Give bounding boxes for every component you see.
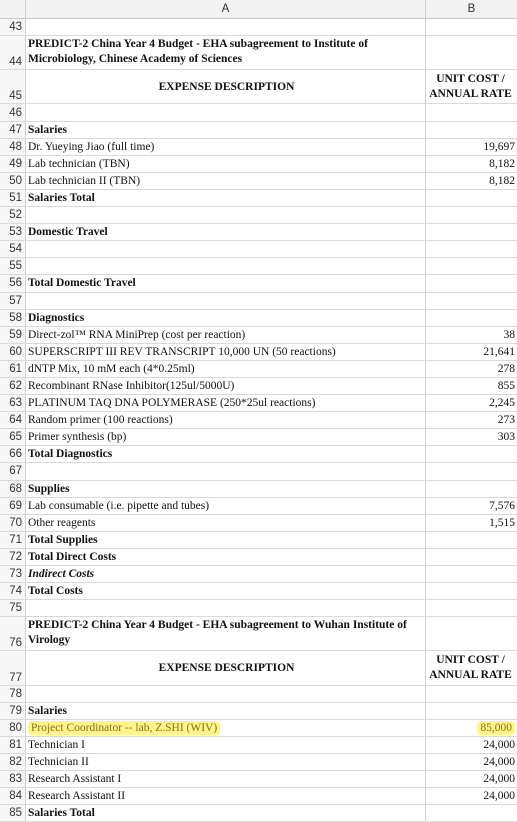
sheet-row [0, 207, 517, 224]
row-number[interactable]: 46 [0, 104, 26, 120]
sheet-row [0, 173, 517, 190]
sheet-row [0, 446, 517, 463]
cell-b[interactable] [426, 36, 517, 69]
row-number[interactable]: 45 [0, 70, 26, 103]
sheet-row [0, 139, 517, 156]
cell-a[interactable]: Technician I [26, 737, 426, 753]
sheet-row [0, 224, 517, 241]
cell-a[interactable]: Lab consumable (i.e. pipette and tubes) [26, 498, 426, 514]
cell-a[interactable]: Indirect Costs [26, 566, 426, 582]
sheet-row [0, 241, 517, 258]
cell-b[interactable] [426, 207, 517, 223]
sheet-row [0, 686, 517, 703]
row-number[interactable]: 52 [0, 207, 26, 223]
cell-a[interactable] [26, 241, 426, 257]
row-number[interactable]: 84 [0, 788, 26, 804]
cell-b[interactable] [426, 463, 517, 479]
cell-a[interactable]: PREDICT-2 China Year 4 Budget - EHA subagreement to Institute of Microbiology, Chinese Academy of Sciences [26, 36, 426, 69]
cell-b[interactable] [426, 583, 517, 599]
row-number[interactable]: 58 [0, 310, 26, 326]
cell-b[interactable]: UNIT COST / ANNUAL RATE [429, 72, 512, 100]
cell-b[interactable] [426, 532, 517, 548]
column-header-row [0, 0, 517, 19]
cell-b[interactable]: 24,000 [483, 738, 515, 751]
highlighter-mark: Project Coordinator -- lab, Z.SHI (WIV) [28, 721, 220, 735]
row-number[interactable]: 85 [0, 805, 26, 821]
cell-b[interactable] [426, 19, 517, 35]
row-number[interactable]: 78 [0, 686, 26, 702]
sheet-row [0, 327, 517, 344]
cell-a[interactable]: Lab technician II (TBN) [26, 173, 426, 189]
cell-b[interactable]: 19,697 [483, 140, 515, 153]
row-number[interactable]: 43 [0, 19, 26, 35]
cell-b[interactable]: 8,182 [489, 174, 515, 187]
cell-a[interactable] [26, 104, 426, 120]
sheet-row [0, 651, 517, 685]
sheet-row [0, 788, 517, 805]
row-number[interactable]: 57 [0, 293, 26, 309]
cell-a[interactable]: Salaries Total [26, 190, 426, 206]
sheet-row [0, 498, 517, 515]
sheet-row [0, 104, 517, 121]
row-number[interactable]: 77 [0, 651, 26, 684]
cell-b[interactable]: 24,000 [483, 756, 515, 769]
cell-b[interactable]: 278 [497, 362, 515, 375]
row-number[interactable]: 49 [0, 156, 26, 172]
cell-b[interactable] [426, 703, 517, 719]
cell-b[interactable]: 24,000 [483, 790, 515, 803]
cell-b[interactable]: 8,182 [489, 157, 515, 170]
cell-a[interactable]: Salaries [26, 122, 426, 138]
cell-a[interactable]: Total Supplies [26, 532, 426, 548]
sheet-row [0, 737, 517, 754]
sheet-row [0, 258, 517, 275]
cell-a[interactable]: EXPENSE DESCRIPTION [26, 651, 426, 684]
cell-b[interactable]: 303 [497, 431, 515, 444]
row-number[interactable]: 66 [0, 446, 26, 462]
cell-b[interactable] [426, 720, 517, 736]
cell-b[interactable]: 273 [497, 414, 515, 427]
cell-a[interactable]: Primer synthesis (bp) [26, 429, 426, 445]
sheet-row [0, 549, 517, 566]
row-number[interactable]: 63 [0, 395, 26, 411]
cell-b[interactable]: UNIT COST / ANNUAL RATE [429, 654, 512, 682]
highlighter-mark: 85,000 [477, 721, 515, 735]
row-number[interactable]: 59 [0, 327, 26, 343]
row-number[interactable]: 65 [0, 429, 26, 445]
cell-b[interactable] [426, 224, 517, 240]
row-number[interactable]: 51 [0, 190, 26, 206]
cell-b[interactable] [426, 241, 517, 257]
row-number[interactable]: 62 [0, 378, 26, 394]
row-number[interactable]: 53 [0, 224, 26, 240]
cell-b[interactable]: 24,000 [483, 773, 515, 786]
cell-b[interactable]: 7,576 [489, 499, 515, 512]
sheet-row-highlighted [0, 720, 517, 737]
sheet-row [0, 412, 517, 429]
cell-a[interactable]: Salaries [26, 703, 426, 719]
cell-a[interactable] [26, 686, 426, 702]
row-number[interactable]: 80 [0, 720, 26, 736]
row-number[interactable]: 75 [0, 600, 26, 616]
cell-a[interactable]: Salaries Total [26, 805, 426, 821]
row-number[interactable]: 82 [0, 754, 26, 770]
sheet-row [0, 344, 517, 361]
sheet-row [0, 395, 517, 412]
cell-a[interactable]: Random primer (100 reactions) [26, 412, 426, 428]
cell-b[interactable]: 1,515 [489, 516, 515, 529]
row-number[interactable]: 50 [0, 173, 26, 189]
cell-a[interactable]: Total Direct Costs [26, 549, 426, 565]
sheet-row [0, 275, 517, 292]
row-number[interactable]: 76 [0, 617, 26, 650]
row-number[interactable]: 73 [0, 566, 26, 582]
column-header-a[interactable]: A [26, 0, 426, 18]
row-number[interactable]: 56 [0, 275, 26, 291]
cell-b[interactable] [426, 258, 517, 274]
cell-a[interactable]: Research Assistant I [26, 771, 426, 787]
cell-b[interactable] [426, 275, 517, 291]
cell-a[interactable]: PLATINUM TAQ DNA POLYMERASE (250*25ul reactions) [26, 395, 426, 411]
sheet-row [0, 156, 517, 173]
cell-b[interactable] [426, 446, 517, 462]
cell-a[interactable]: Recombinant RNase Inhibitor(125ul/5000U) [26, 378, 426, 394]
sheet-row [0, 600, 517, 617]
sheet-row [0, 122, 517, 139]
cell-a[interactable] [26, 19, 426, 35]
column-header-b[interactable]: B [467, 3, 476, 15]
row-number[interactable]: 67 [0, 463, 26, 479]
cell-b[interactable] [426, 600, 517, 616]
sheet-row [0, 19, 517, 36]
cell-a[interactable]: PREDICT-2 China Year 4 Budget - EHA subagreement to Wuhan Institute of Virology [26, 617, 426, 650]
cell-b[interactable]: 2,245 [489, 397, 515, 410]
row-number[interactable]: 68 [0, 481, 26, 497]
cell-a[interactable] [26, 600, 426, 616]
cell-a[interactable] [26, 293, 426, 309]
cell-a[interactable]: EXPENSE DESCRIPTION [26, 70, 426, 103]
cell-b[interactable] [426, 549, 517, 565]
row-number[interactable]: 71 [0, 532, 26, 548]
cell-b[interactable] [426, 190, 517, 206]
cell-b[interactable] [426, 686, 517, 702]
cell-a[interactable]: Lab technician (TBN) [26, 156, 426, 172]
cell-b[interactable]: 38 [503, 328, 515, 341]
cell-b[interactable] [426, 310, 517, 326]
row-number[interactable]: 48 [0, 139, 26, 155]
sheet-row [0, 481, 517, 498]
row-number[interactable]: 72 [0, 549, 26, 565]
sheet-row [0, 805, 517, 822]
cell-a[interactable]: Total Domestic Travel [26, 275, 426, 291]
cell-b[interactable] [426, 122, 517, 138]
sheet-row [0, 566, 517, 583]
cell-a[interactable] [26, 207, 426, 223]
cell-b[interactable] [426, 566, 517, 582]
row-number[interactable]: 81 [0, 737, 26, 753]
cell-b[interactable] [426, 104, 517, 120]
sheet-row [0, 617, 517, 651]
cell-a[interactable]: Direct-zol™ RNA MiniPrep (cost per reaction) [26, 327, 426, 343]
sheet-row [0, 463, 517, 480]
cell-a[interactable]: Other reagents [26, 515, 426, 531]
row-number[interactable]: 54 [0, 241, 26, 257]
cell-b[interactable] [426, 293, 517, 309]
sheet-row [0, 515, 517, 532]
row-number[interactable]: 44 [0, 36, 26, 69]
sheet-row [0, 36, 517, 70]
sheet-row [0, 771, 517, 788]
row-number[interactable]: 79 [0, 703, 26, 719]
cell-a[interactable] [26, 258, 426, 274]
cell-a[interactable]: dNTP Mix, 10 mM each (4*0.25ml) [26, 361, 426, 377]
row-number[interactable]: 60 [0, 344, 26, 360]
cell-a[interactable]: Technician II [26, 754, 426, 770]
row-number[interactable]: 55 [0, 258, 26, 274]
cell-a[interactable] [26, 463, 426, 479]
row-number[interactable]: 83 [0, 771, 26, 787]
cell-a[interactable]: Research Assistant II [26, 788, 426, 804]
row-number[interactable]: 69 [0, 498, 26, 514]
sheet-row [0, 378, 517, 395]
sheet-row [0, 583, 517, 600]
sheet-row [0, 310, 517, 327]
cell-a[interactable] [26, 720, 426, 736]
sheet-row [0, 429, 517, 446]
row-number[interactable]: 70 [0, 515, 26, 531]
row-number[interactable]: 64 [0, 412, 26, 428]
sheet-row [0, 70, 517, 104]
sheet-row [0, 754, 517, 771]
cell-b[interactable] [426, 481, 517, 497]
select-all-corner[interactable] [0, 0, 26, 18]
row-number[interactable]: 47 [0, 122, 26, 138]
sheet-row [0, 293, 517, 310]
cell-b[interactable]: 855 [497, 380, 515, 393]
row-number[interactable]: 61 [0, 361, 26, 377]
sheet-row [0, 703, 517, 720]
cell-a[interactable]: Dr. Yueying Jiao (full time) [26, 139, 426, 155]
cell-b[interactable] [426, 617, 517, 650]
sheet-row [0, 532, 517, 549]
sheet-row [0, 361, 517, 378]
cell-a[interactable]: SUPERSCRIPT III REV TRANSCRIPT 10,000 UN (50 reactions) [26, 344, 426, 360]
cell-a[interactable]: Supplies [26, 481, 426, 497]
cell-a[interactable]: Domestic Travel [26, 224, 426, 240]
cell-a[interactable]: Total Costs [26, 583, 426, 599]
sheet-rows [0, 19, 517, 822]
sheet-row [0, 190, 517, 207]
cell-b[interactable] [426, 805, 517, 821]
row-number[interactable]: 74 [0, 583, 26, 599]
cell-a[interactable]: Total Diagnostics [26, 446, 426, 462]
cell-a[interactable]: Diagnostics [26, 310, 426, 326]
cell-b[interactable]: 21,641 [483, 345, 515, 358]
